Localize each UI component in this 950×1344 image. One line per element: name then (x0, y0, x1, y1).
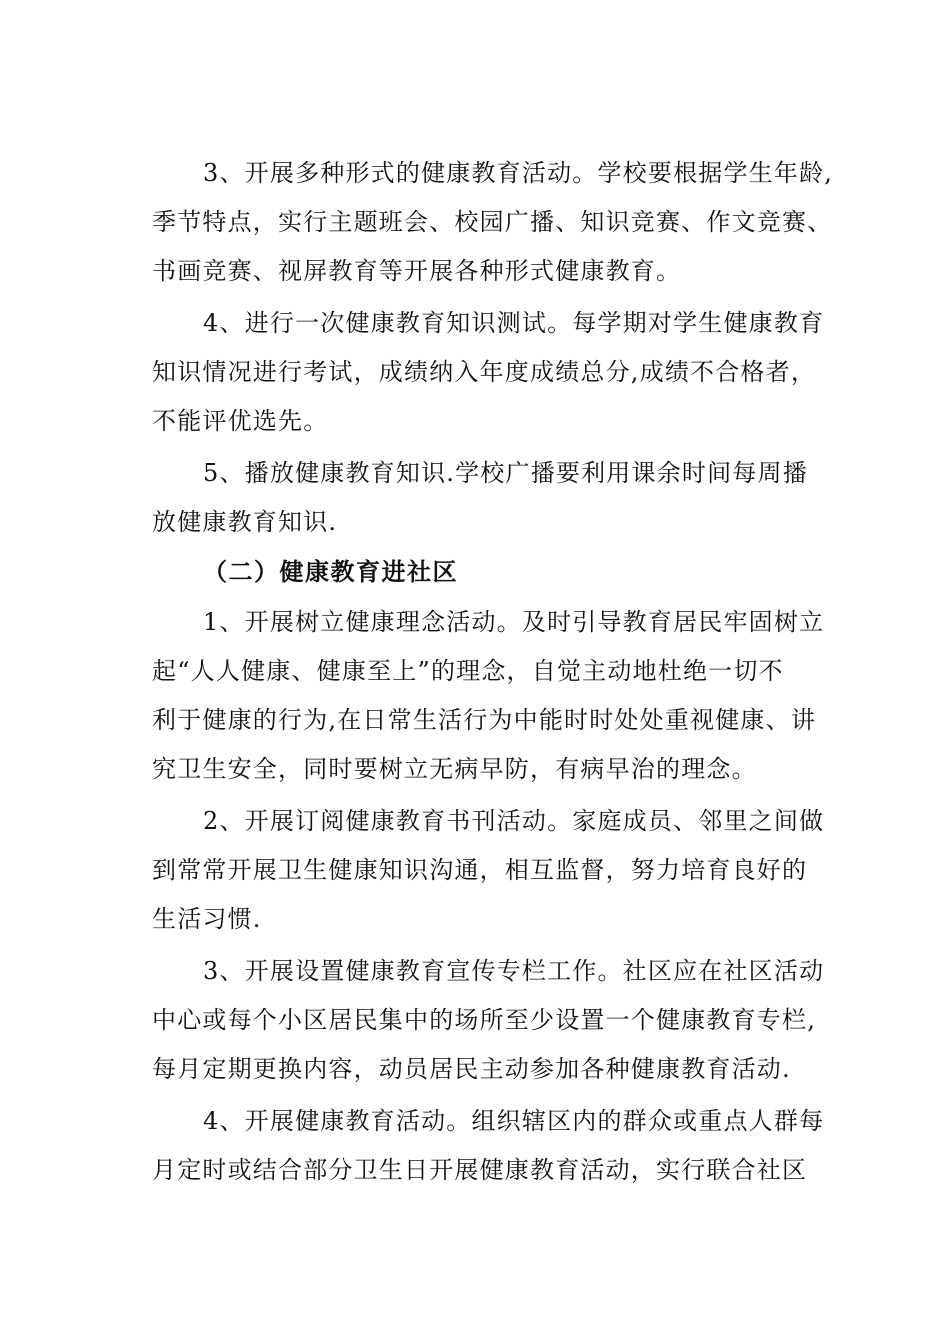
paragraph-line: 书画竞赛、视屏教育等开展各种形式健康教育。 (152, 257, 682, 285)
paragraph-line: 4、开展健康教育活动。组织辖区内的群众或重点人群每 (203, 1107, 825, 1135)
paragraph-line: 4、进行一次健康教育知识测试。每学期对学生健康教育 (203, 309, 825, 337)
paragraph-line: 知识情况进行考试，成绩纳入年度成绩总分,成绩不合格者， (152, 358, 817, 386)
paragraph-line: 3、开展设置健康教育宣传专栏工作。社区应在社区活动 (203, 957, 825, 985)
paragraph-line: 2、开展订阅健康教育书刊活动。家庭成员、邻里之间做 (203, 807, 825, 835)
paragraph-line: 不能评优选先。 (152, 407, 329, 435)
paragraph-line: 月定时或结合部分卫生日开展健康教育活动，实行联合社区 (152, 1156, 808, 1184)
paragraph-line: 3、开展多种形式的健康教育活动。学校要根据学生年龄, (203, 159, 834, 187)
paragraph-line: 生活习惯. (152, 905, 262, 933)
paragraph-line: 利于健康的行为,在日常生活行为中能时时处处重视健康、讲 (152, 706, 817, 734)
paragraph-line: 每月定期更换内容，动员居民主动参加各种健康教育活动. (152, 1055, 791, 1083)
paragraph-line: 中心或每个小区居民集中的场所至少设置一个健康教育专栏, (152, 1006, 817, 1034)
paragraph-line: 究卫生安全，同时要树立无病早防，有病早治的理念。 (152, 755, 757, 783)
section-heading: （二）健康教育进社区 (203, 557, 458, 586)
paragraph-line: 1、开展树立健康理念活动。及时引导教育居民牢固树立 (203, 608, 825, 636)
paragraph-line: 5、播放健康教育知识.学校广播要利用课余时间每周播 (203, 459, 808, 487)
paragraph-line: 季节特点，实行主题班会、校园广播、知识竞赛、作文竞赛、 (152, 208, 833, 236)
paragraph-line: 到常常开展卫生健康知识沟通，相互监督，努力培育良好的 (152, 856, 808, 884)
paragraph-line: 起“人人健康、健康至上”的理念，自觉主动地杜绝一切不 (152, 657, 784, 685)
paragraph-line: 放健康教育知识. (152, 508, 338, 536)
